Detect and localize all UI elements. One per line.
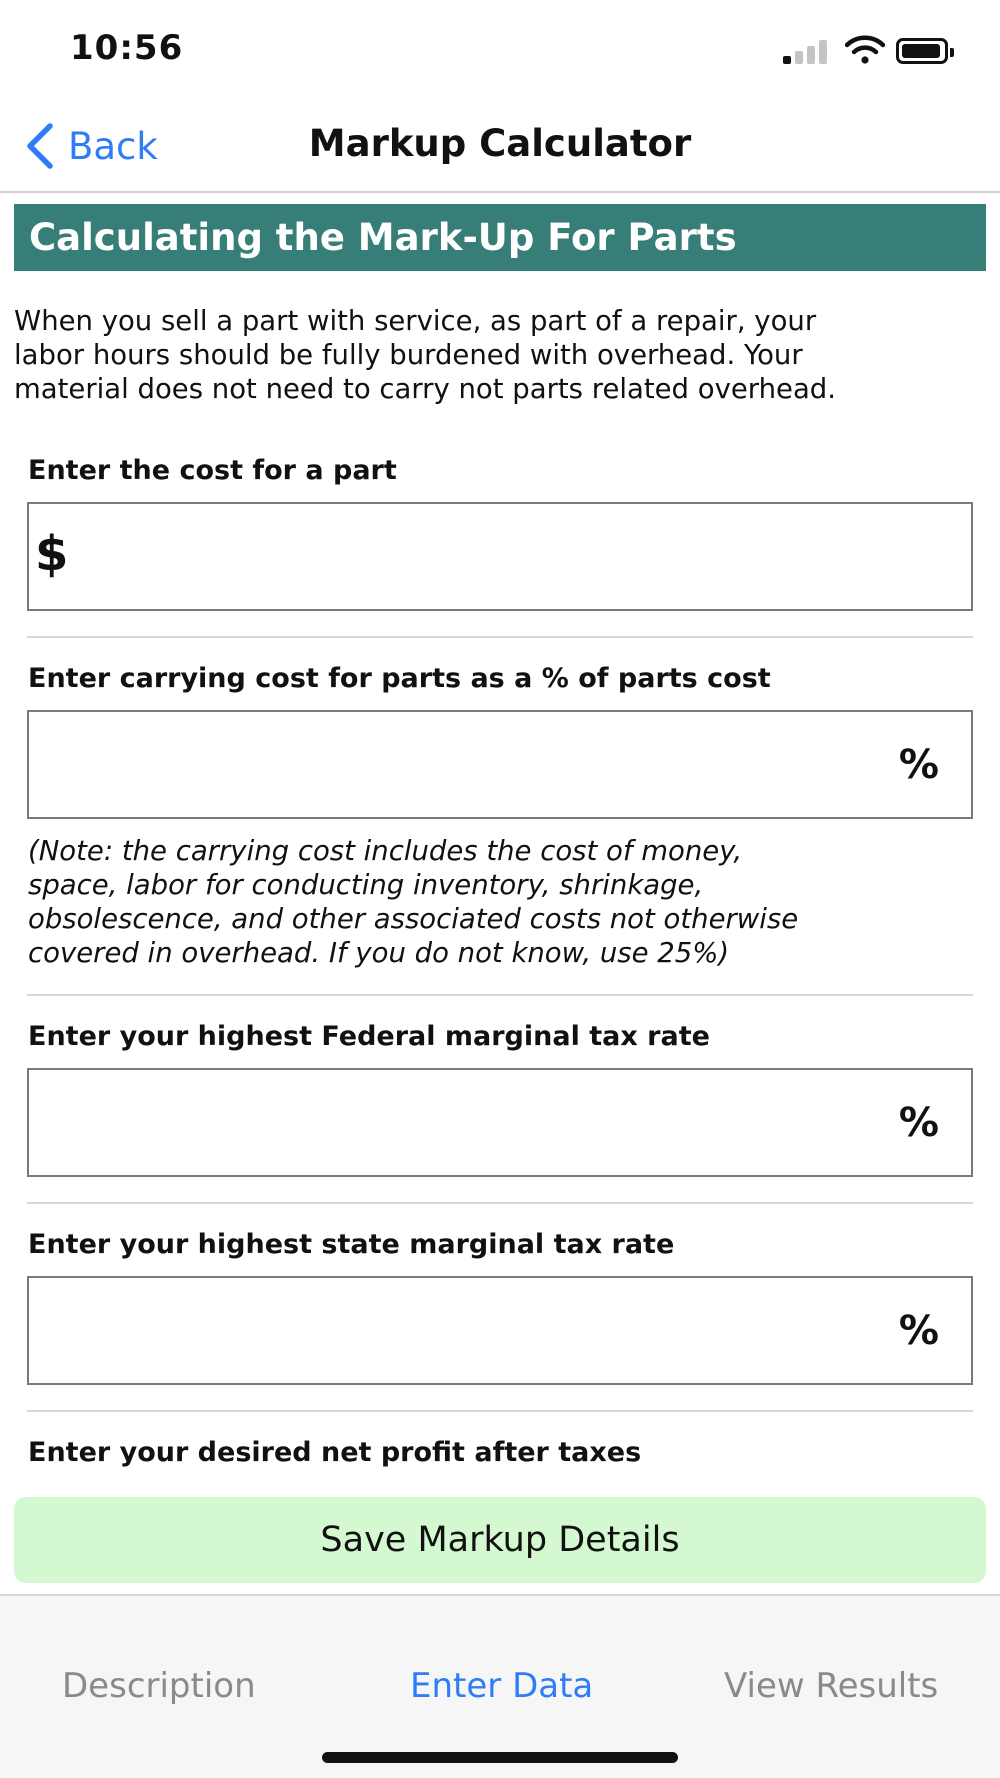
federal-tax-field[interactable] bbox=[27, 1068, 973, 1177]
dollar-prefix: $ bbox=[35, 526, 69, 582]
divider bbox=[27, 994, 973, 996]
tab-description[interactable]: Description bbox=[62, 1666, 256, 1706]
navigation-bar bbox=[0, 100, 1000, 193]
save-markup-button[interactable]: Save Markup Details bbox=[14, 1497, 986, 1583]
carrying-cost-note: (Note: the carrying cost includes the cost of money, space, labor for conducting inventory, shrinkage, obsolescence, and other associated costs not otherwise covered in overhead. If you do not know, use 25%) bbox=[28, 835, 799, 969]
state-tax-input[interactable] bbox=[89, 1288, 881, 1373]
part-cost-input[interactable] bbox=[89, 514, 881, 599]
home-indicator bbox=[322, 1752, 678, 1763]
tab-bar bbox=[0, 1594, 1000, 1778]
net-profit-label: Enter your desired net profit after taxes bbox=[28, 1437, 642, 1468]
divider bbox=[27, 636, 973, 638]
carrying-cost-field[interactable] bbox=[27, 710, 973, 819]
carrying-cost-input[interactable] bbox=[89, 722, 881, 807]
cellular-signal-icon bbox=[783, 40, 831, 64]
part-cost-field[interactable] bbox=[27, 502, 973, 611]
state-tax-label: Enter your highest state marginal tax rate bbox=[28, 1229, 675, 1260]
intro-text: When you sell a part with service, as part of a repair, your labor hours should be fully burdened with overhead. Your material does not need to carry not parts related overhead. bbox=[14, 305, 836, 405]
back-label: Back bbox=[68, 124, 158, 168]
page-title: Markup Calculator bbox=[308, 122, 692, 165]
status-bar bbox=[0, 0, 1000, 100]
battery-icon bbox=[896, 38, 948, 64]
percent-suffix: % bbox=[898, 1100, 939, 1146]
divider bbox=[27, 1410, 973, 1412]
percent-suffix: % bbox=[898, 742, 939, 788]
state-tax-field[interactable] bbox=[27, 1276, 973, 1385]
status-time: 10:56 bbox=[70, 28, 184, 68]
tab-view-results[interactable]: View Results bbox=[724, 1666, 939, 1706]
federal-tax-input[interactable] bbox=[89, 1080, 881, 1165]
tab-enter-data[interactable]: Enter Data bbox=[410, 1666, 594, 1706]
federal-tax-label: Enter your highest Federal marginal tax rate bbox=[28, 1021, 710, 1052]
percent-suffix: % bbox=[898, 1308, 939, 1354]
carrying-cost-label: Enter carrying cost for parts as a % of parts cost bbox=[28, 663, 771, 694]
section-header: Calculating the Mark-Up For Parts bbox=[14, 204, 986, 271]
wifi-icon bbox=[845, 34, 885, 64]
divider bbox=[27, 1202, 973, 1204]
part-cost-label: Enter the cost for a part bbox=[28, 455, 397, 486]
